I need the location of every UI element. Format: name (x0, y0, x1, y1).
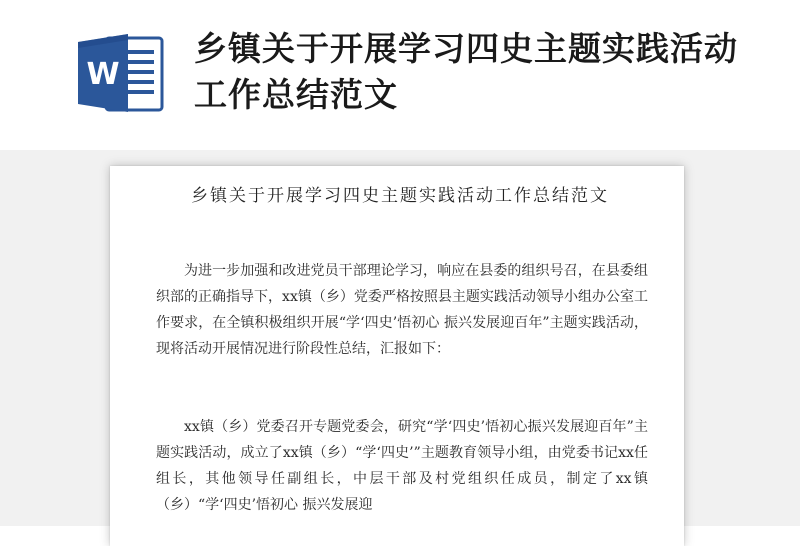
document-title: 乡镇关于开展学习四史主题实践活动工作总结范文 (191, 186, 609, 206)
banner-title: 乡镇关于开展学习四史主题实践活动工作总结范文 (194, 29, 738, 114)
document-paragraph: xx镇（乡）党委召开专题党委会，研究“学‘四史’悟初心振兴发展迎百年”主题实践活动，成立了xx镇（乡）“学‘四史’”主题教育领导小组，由党委书记xx任组长，其他领导任副组长，中层干部及村党组织任成员，制定了xx镇（乡）“学‘四史’悟初心 振兴发展迎 (156, 419, 648, 513)
header-banner (0, 0, 800, 150)
word-icon-letter: W (86, 57, 120, 92)
document-page (110, 166, 684, 546)
document-paragraph: 为进一步加强和改进党员干部理论学习，响应在县委的组织号召，在县委组织部的正确指导下，xx镇（乡）党委严格按照县主题实践活动领导小组办公室工作要求，在全镇积极组织开展“学‘四史’悟初心 振兴发展迎百年”主题实践活动，现将活动开展情况进行阶段性总结，汇报如下： (156, 263, 648, 357)
word-icon (76, 30, 166, 116)
